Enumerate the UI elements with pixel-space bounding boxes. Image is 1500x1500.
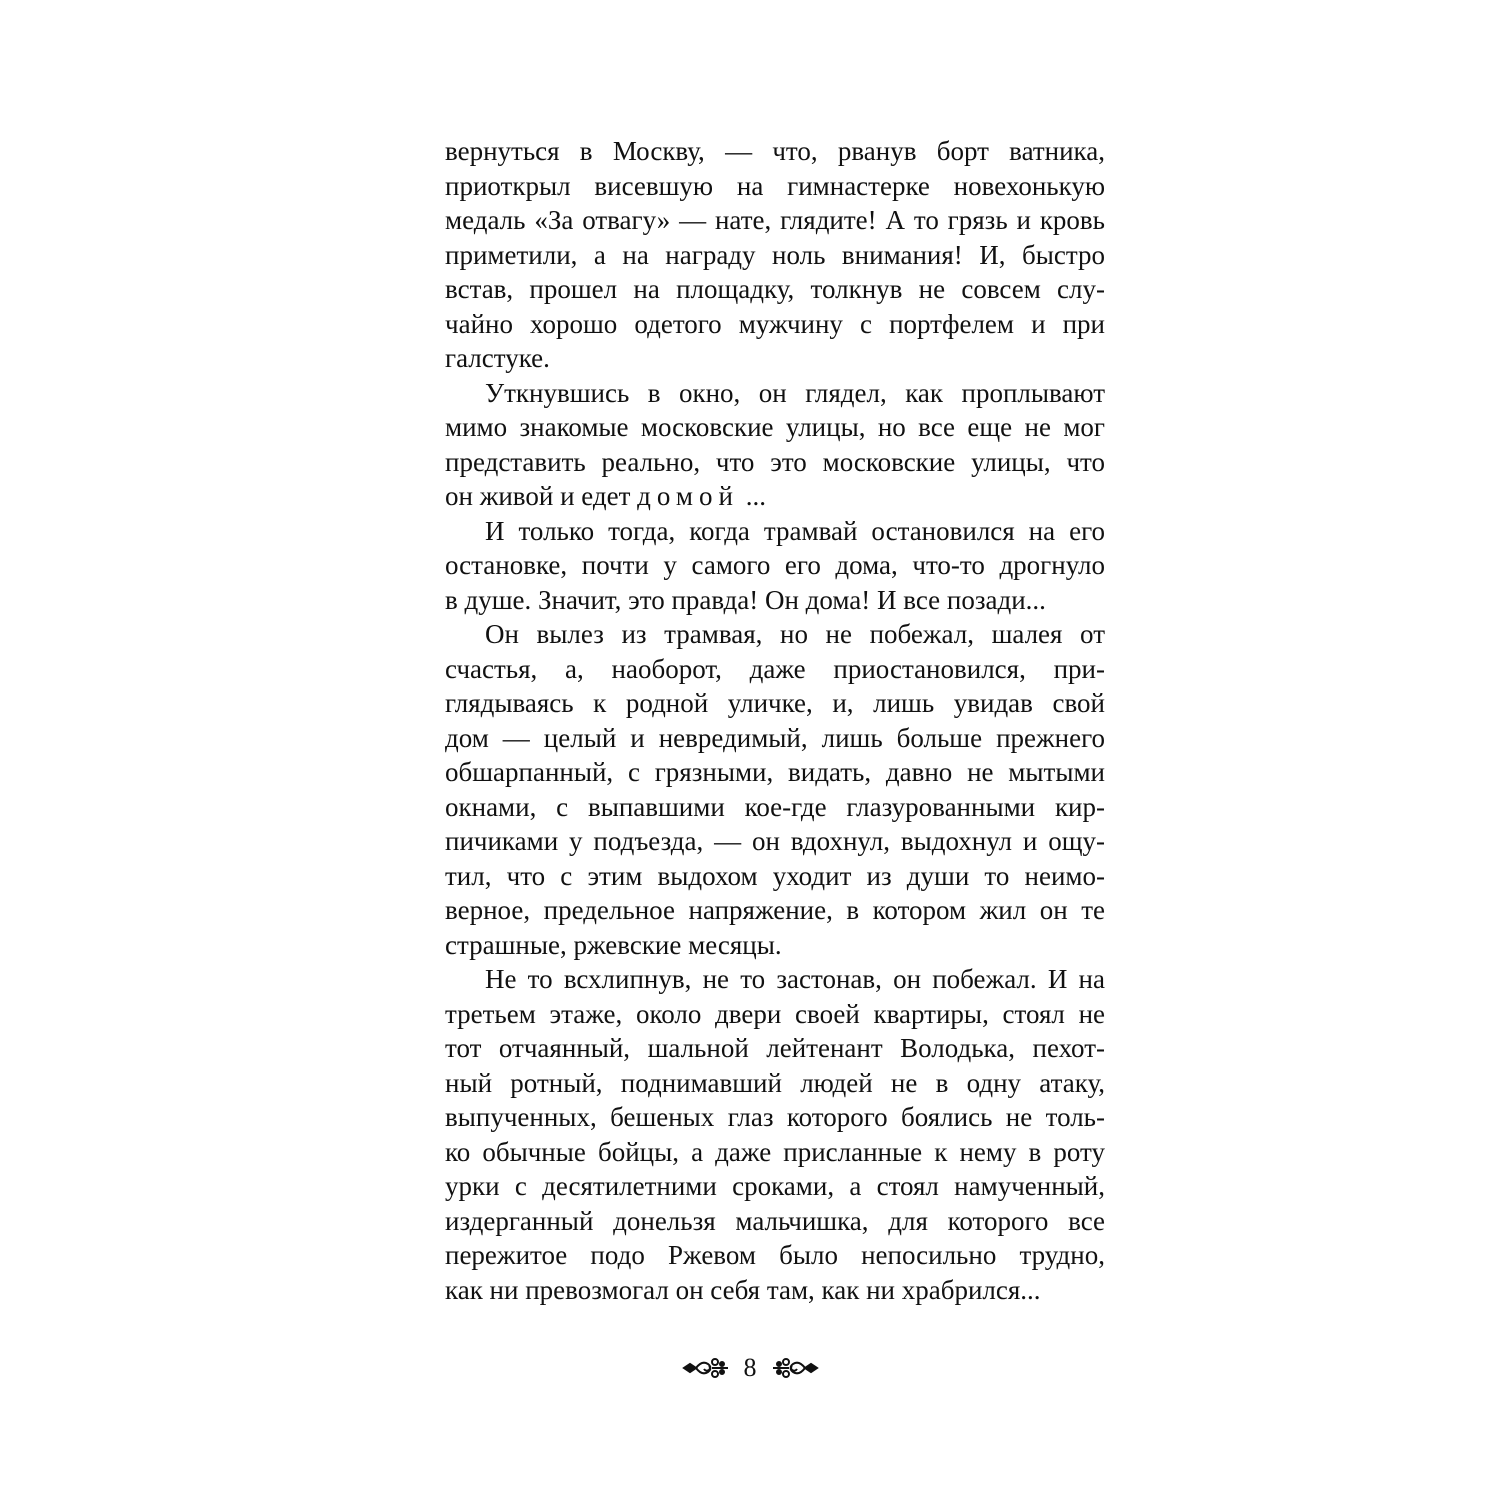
ornament-right-icon <box>771 1354 819 1382</box>
text-line: встав, прошел на площадку, толкнув не совсем слу- <box>445 274 1105 304</box>
text-line: обшарпанный, с грязными, видать, давно не мытыми <box>445 757 1105 787</box>
body-text <box>445 134 1105 1307</box>
text-line: И только тогда, когда трамвай остановился на его <box>485 515 1105 546</box>
text-line: тот отчаянный, шальной лейтенант Володька, пехот- <box>445 1033 1105 1063</box>
page-number: 8 <box>743 1353 757 1382</box>
text-line: чайно хорошо одетого мужчину с портфелем и при <box>445 308 1105 339</box>
text-fragment: он живой и едет <box>445 481 638 511</box>
text-line: пичиками у подъезда, — он вдохнул, выдохнул и ощу- <box>445 826 1105 856</box>
text-line: приоткрыл висевшую на гимнастерке новехонькую <box>445 170 1105 201</box>
text-line: третьем этаже, около двери своей квартиры, стоял не <box>445 998 1105 1029</box>
text-line: медаль «За отвагу» — нате, глядите! А то грязь и кровь <box>445 205 1105 235</box>
text-line: ный ротный, поднимавший людей не в одну атаку, <box>445 1067 1105 1098</box>
text-line: верное, предельное напряжение, в котором жил он те <box>445 895 1105 925</box>
text-line: выпученных, бешеных глаз которого боялись не толь- <box>445 1102 1105 1132</box>
text-line: Не то всхлипнув, не то застонав, он побежал. И на <box>485 964 1105 994</box>
text-line: издерганный донельзя мальчишка, для которого все <box>445 1205 1105 1236</box>
text-line: дом — целый и невредимый, лишь больше прежнего <box>445 722 1105 753</box>
text-fragment: ... <box>738 481 766 511</box>
text-line: Уткнувшись в окно, он глядел, как проплывают <box>485 377 1105 408</box>
text-line: галстуке. <box>445 343 550 373</box>
text-line: тил, что с этим выдохом уходит из души то неимо- <box>445 860 1105 891</box>
text-line: в душе. Значит, это правда! Он дома! И все позади... <box>445 584 1046 615</box>
text-line <box>445 479 1105 514</box>
page-footer <box>0 1348 1500 1388</box>
text-line: остановке, почти у самого его дома, что-то дрогнуло <box>445 550 1105 580</box>
text-line: представить реально, что это московские улицы, что <box>445 446 1105 477</box>
text-line: урки с десятилетними сроками, а стоял намученный, <box>445 1171 1105 1201</box>
text-line: мимо знакомые московские улицы, но все еще не мог <box>445 412 1105 442</box>
text-line: окнами, с выпавшими кое-где глазурованными кир- <box>445 791 1105 822</box>
text-line: ко обычные бойцы, а даже присланные к нему в роту <box>445 1136 1105 1167</box>
text-line: вернуться в Москву, — что, рванув борт ватника, <box>445 136 1105 166</box>
text-line: как ни превозмогал он себя там, как ни храбрился... <box>445 1274 1041 1305</box>
text-line: Он вылез из трамвая, но не побежал, шалея от <box>485 619 1105 649</box>
text-line: счастья, а, наоборот, даже приостановился, при- <box>445 653 1105 684</box>
ornament-left-icon <box>682 1354 730 1382</box>
spaced-word: домой <box>637 481 739 511</box>
text-line: страшные, ржевские месяцы. <box>445 929 782 960</box>
text-line: приметили, а на награду ноль внимания! И, быстро <box>445 239 1105 270</box>
text-line: пережитое подо Ржевом было непосильно трудно, <box>445 1240 1105 1270</box>
text-line: глядываясь к родной уличке, и, лишь увидав свой <box>445 688 1105 718</box>
